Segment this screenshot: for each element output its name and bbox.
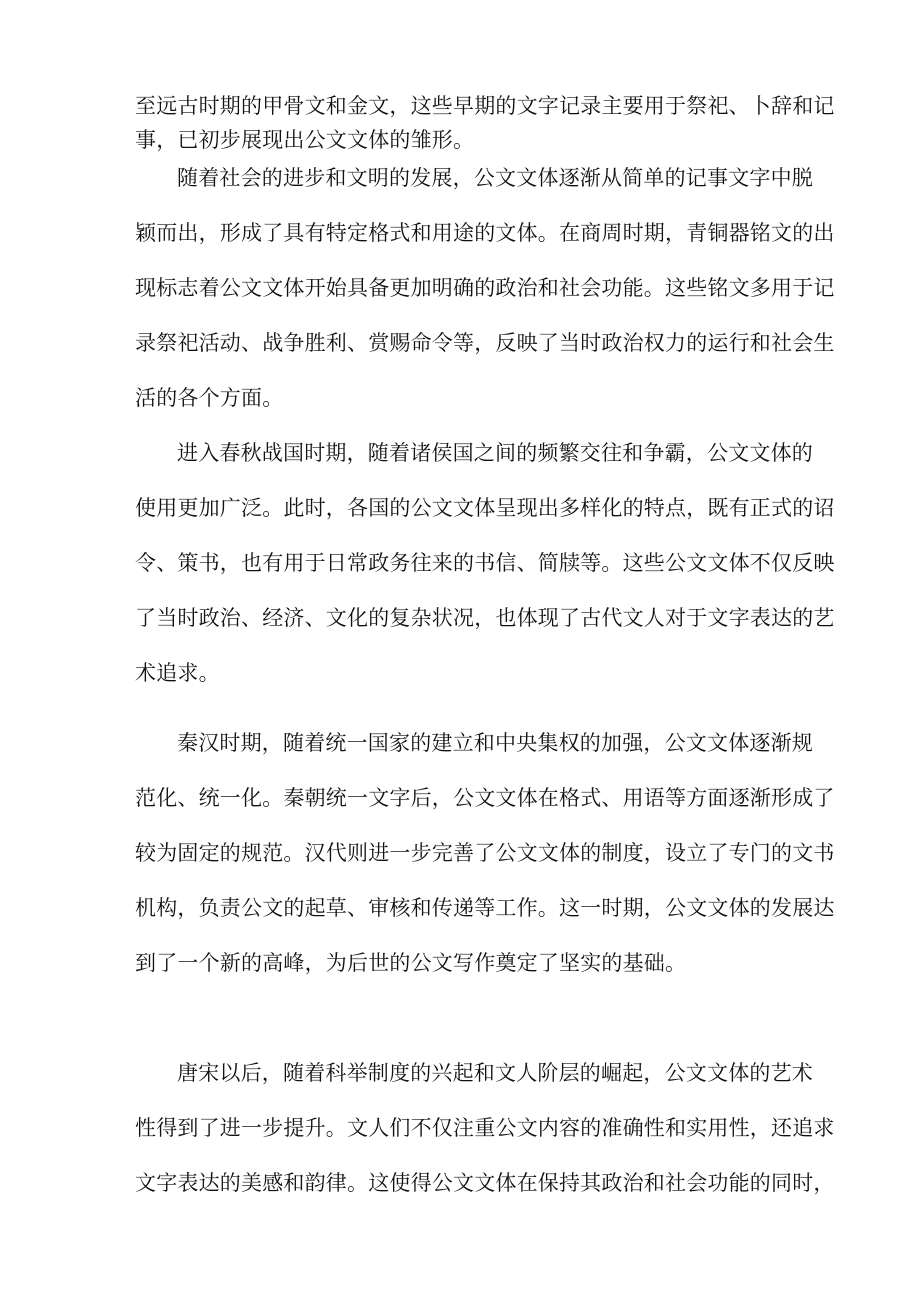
text-line: 颖而出，形成了具有特定格式和用途的文体。在商周时期，青铜器铭文的出: [135, 221, 835, 245]
text-line: 令、策书，也有用于日常政务往来的书信、简牍等。这些公文文体不仅反映: [135, 551, 835, 575]
text-line: 事，已初步展现出公文文体的雏形。: [135, 128, 475, 152]
text-line: 较为固定的规范。汉代则进一步完善了公文文体的制度，设立了专门的文书: [135, 841, 835, 865]
text-line: 使用更加广泛。此时，各国的公文文体呈现出多样化的特点，既有正式的诏: [135, 496, 835, 520]
text-line: 秦汉时期，随着统一国家的建立和中央集权的加强，公文文体逐渐规: [177, 731, 813, 755]
paragraph-ancient-origins: [135, 93, 835, 161]
text-line: 范化、统一化。秦朝统一文字后，公文文体在格式、用语等方面逐渐形成了: [135, 786, 835, 810]
text-line: 活的各个方面。: [135, 386, 284, 410]
text-line: 进入春秋战国时期，随着诸侯国之间的频繁交往和争霸，公文文体的: [177, 441, 813, 465]
text-line: 到了一个新的高峰，为后世的公文写作奠定了坚实的基础。: [135, 951, 687, 975]
paragraph-tang-song: [135, 1060, 835, 1225]
text-line: 至远古时期的甲骨文和金文，这些早期的文字记录主要用于祭祀、卜辞和记: [135, 94, 835, 118]
text-line: 性得到了进一步提升。文人们不仅注重公文内容的准确性和实用性，还追求: [135, 1116, 835, 1140]
text-line: 机构，负责公文的起草、审核和传递等工作。这一时期，公文文体的发展达: [135, 896, 835, 920]
text-line: 术追求。: [135, 661, 220, 685]
text-line: 文字表达的美感和韵律。这使得公文文体在保持其政治和社会功能的同时，: [135, 1171, 835, 1195]
paragraph-spring-autumn-warring-states: [135, 440, 835, 715]
text-line: 现标志着公文文体开始具备更加明确的政治和社会功能。这些铭文多用于记: [135, 276, 835, 300]
text-line: 随着社会的进步和文明的发展，公文文体逐渐从简单的记事文字中脱: [177, 166, 813, 190]
text-line: 了当时政治、经济、文化的复杂状况，也体现了古代文人对于文字表达的艺: [135, 606, 835, 630]
text-line: 录祭祀活动、战争胜利、赏赐命令等，反映了当时政治权力的运行和社会生: [135, 331, 835, 355]
paragraph-qin-han: [135, 730, 835, 1005]
paragraph-shang-zhou: [135, 165, 835, 440]
text-line: 唐宋以后，随着科举制度的兴起和文人阶层的崛起，公文文体的艺术: [177, 1061, 813, 1085]
